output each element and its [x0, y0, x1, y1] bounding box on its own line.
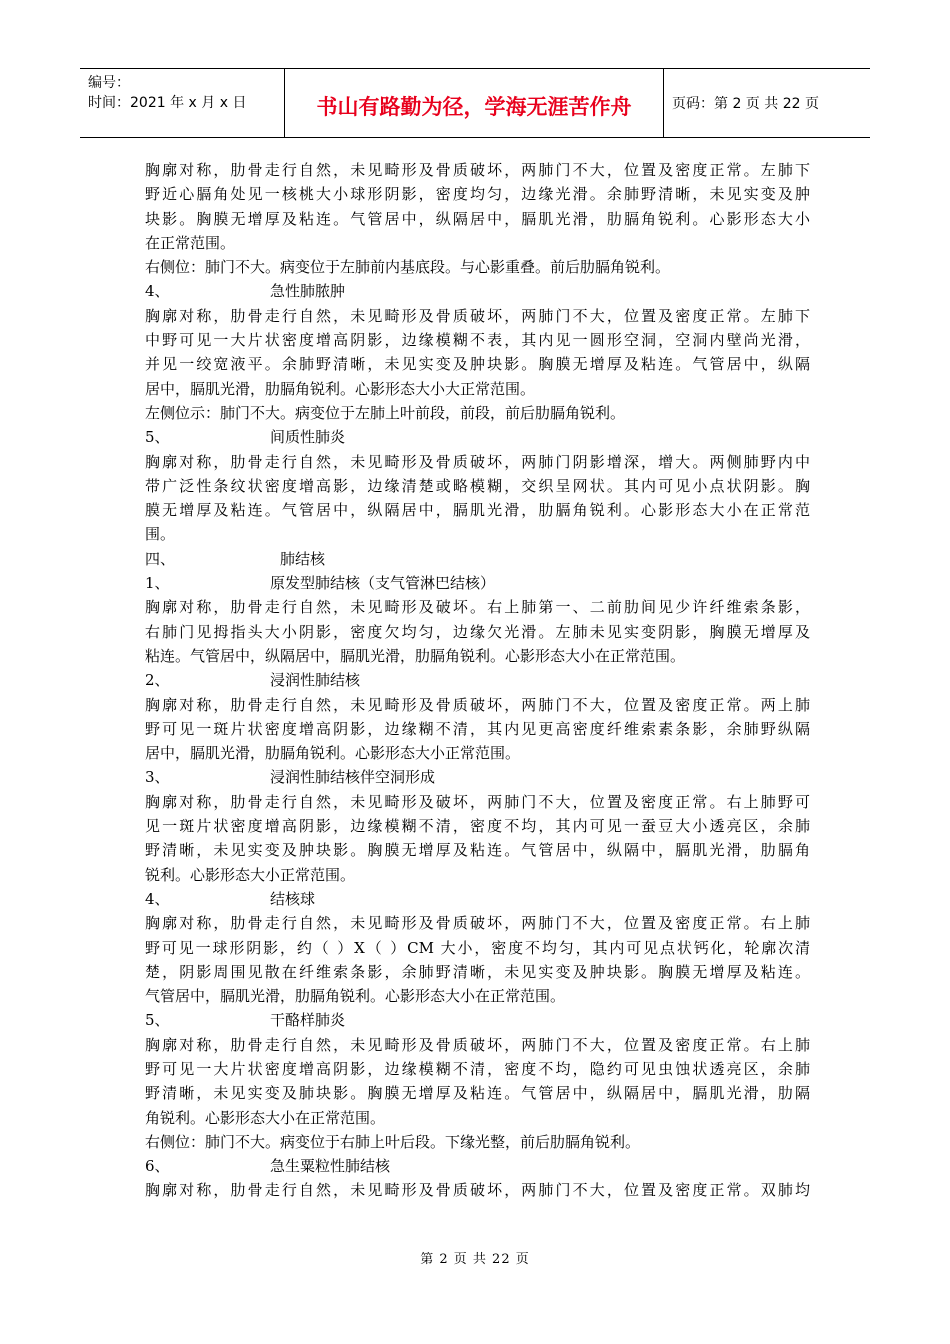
heading-title: 干酪样肺炎	[270, 1011, 346, 1030]
document-number-label: 编号：	[88, 75, 130, 91]
heading-title: 急性肺脓肿	[270, 282, 346, 301]
heading-number: 3、	[145, 768, 170, 787]
page-footer: 第 2 页 共 22 页	[420, 1252, 530, 1267]
document-body	[145, 158, 810, 1203]
chapter-heading	[145, 547, 810, 571]
paragraph-line: 在正常范围。	[145, 233, 236, 252]
heading-number: 5、	[145, 428, 170, 447]
paragraph-line: 胸廓对称，肋骨走行自然，未见畸形及骨质破坏，两肺门不大，位置及密度正常。右上肺	[145, 914, 810, 933]
paragraph-line: 胸廓对称，肋骨走行自然，未见畸形及破坏。右上肺第一、二前肋间见少许纤维索条影，	[145, 598, 810, 617]
heading-title: 结核球	[270, 889, 316, 908]
header-motto-cell	[285, 69, 664, 137]
paragraph-line: 居中，膈肌光滑，肋膈角锐利。心影形态大小正常范围。	[145, 744, 521, 763]
heading-number: 4、	[145, 889, 170, 908]
header-info-cell	[80, 69, 285, 137]
paragraph-line: 居中，膈肌光滑，肋膈角锐利。心影形态大小大正常范围。	[145, 379, 536, 398]
heading-title: 间质性肺炎	[270, 428, 346, 447]
section-heading	[145, 425, 810, 449]
paragraph-line: 中野可见一大片状密度增高阴影，边缘模糊不表，其内见一圆形空洞，空洞内壁尚光滑，	[145, 331, 810, 350]
paragraph-line: 胸廓对称，肋骨走行自然，未见畸形及骨质破坏，两肺门不大，位置及密度正常。右上肺	[145, 1035, 810, 1054]
heading-number: 1、	[145, 574, 170, 593]
section-heading	[145, 279, 810, 303]
paragraph-line: 围。	[145, 525, 176, 544]
heading-number: 四、	[145, 549, 176, 568]
paragraph-line: 右侧位：肺门不大。病变位于左肺前内基底段。与心影重叠。前后肋膈角锐利。	[145, 258, 671, 277]
paragraph-line: 野清晰，未见实变及肿块影。胸膜无增厚及粘连。气管居中，纵隔中，膈肌光滑，肋膈角	[145, 841, 810, 860]
paragraph-line: 野可见一斑片状密度增高阴影，边缘糊不清，其内见更高密度纤维索素条影，余肺野纵隔	[145, 719, 810, 738]
paragraph-line: 野清晰，未见实变及肺块影。胸膜无增厚及粘连。气管居中，纵隔居中，膈肌光滑，肋隔	[145, 1084, 810, 1103]
paragraph-line: 左侧位示：肺门不大。病变位于左肺上叶前段，前段，前后肋膈角锐利。	[145, 403, 626, 422]
section-heading	[145, 887, 810, 911]
heading-title: 原发型肺结核（支气管淋巴结核）	[270, 574, 496, 593]
section-heading	[145, 1154, 810, 1178]
heading-title: 浸润性肺结核	[270, 671, 361, 690]
paragraph-line: 胸廓对称，肋骨走行自然，未见畸形及骨质破坏，两肺门不大，位置及密度正常。左肺下	[145, 161, 810, 179]
paragraph-line: 见一斑片状密度增高阴影，边缘模糊不清，密度不均，其内可见一蚕豆大小透亮区，余肺	[145, 817, 810, 836]
paragraph-line: 带广泛性条纹状密度增高影，边缘清楚或略模糊，交织呈网状。其内可见小点状阴影。胸	[145, 476, 810, 495]
paragraph-line: 右侧位：肺门不大。病变位于右肺上叶后段。下缘光整，前后肋膈角锐利。	[145, 1132, 641, 1151]
section-heading	[145, 1008, 810, 1032]
section-heading	[145, 668, 810, 692]
paragraph-line: 野可见一球形阴影，约（ ）X（ ）CM 大小，密度不均匀，其内可见点状钙化，轮廓次清	[145, 938, 810, 957]
heading-number: 4、	[145, 282, 170, 301]
paragraph-line: 楚，阴影周围见散在纤维索条影，余肺野清晰，未见实变及肿块影。胸膜无增厚及粘连。	[145, 962, 810, 981]
heading-number: 6、	[145, 1157, 170, 1176]
paragraph-line: 并见一绞宽液平。余肺野清晰，未见实变及肿块影。胸膜无增厚及粘连。气管居中，纵隔	[145, 355, 810, 374]
paragraph-line: 角锐利。心影形态大小在正常范围。	[145, 1108, 386, 1127]
section-heading	[145, 765, 810, 789]
paragraph-line: 粘连。气管居中，纵隔居中，膈肌光滑，肋膈角锐利。心影形态大小在正常范围。	[145, 646, 686, 665]
heading-title: 浸润性肺结核伴空洞形成	[270, 768, 436, 787]
header-page-label: 页码：第 2 页 共 22 页	[672, 96, 819, 112]
paragraph-line: 野可见一大片状密度增高阴影，边缘模糊不清，密度不均，隐约可见虫蚀状透亮区，余肺	[145, 1059, 810, 1078]
paragraph-line: 气管居中，膈肌光滑，肋膈角锐利。心影形态大小在正常范围。	[145, 987, 566, 1006]
heading-title: 急生粟粒性肺结核	[270, 1157, 391, 1176]
heading-number: 5、	[145, 1011, 170, 1030]
paragraph-line: 胸廓对称，肋骨走行自然，未见畸形及骨质破坏，两肺门阴影增深，增大。两侧肺野内中	[145, 452, 810, 471]
paragraph-line: 野近心膈角处见一核桃大小球形阴影，密度均匀，边缘光滑。余肺野清晰，未见实变及肿	[145, 185, 810, 204]
paragraph-line: 右肺门见拇指头大小阴影，密度欠均匀，边缘欠光滑。左肺未见实变阴影，胸膜无增厚及	[145, 622, 810, 641]
paragraph-line: 锐利。心影形态大小正常范围。	[145, 865, 356, 884]
paragraph-line: 膜无增厚及粘连。气管居中，纵隔居中，膈肌光滑，肋膈角锐利。心影形态大小在正常范	[145, 501, 810, 520]
header-page-cell	[664, 69, 870, 137]
paragraph-line: 块影。胸膜无增厚及粘连。气管居中，纵隔居中，膈肌光滑，肋膈角锐利。心影形态大小	[145, 209, 810, 228]
heading-title: 肺结核	[280, 549, 326, 568]
document-time-label: 时间：2021 年 x 月 x 日	[88, 95, 247, 111]
page-header	[80, 68, 870, 138]
paragraph-line: 胸廓对称，肋骨走行自然，未见畸形及骨质破坏，两肺门不大，位置及密度正常。两上肺	[145, 695, 810, 714]
header-motto: 书山有路勤为径，学海无涯苦作舟	[316, 95, 632, 119]
paragraph-line: 胸廓对称，肋骨走行自然，未见畸形及骨质破坏，两肺门不大，位置及密度正常。左肺下	[145, 306, 810, 325]
section-heading	[145, 571, 810, 595]
heading-number: 2、	[145, 671, 170, 690]
paragraph-line: 胸廓对称，肋骨走行自然，未见畸形及骨质破坏，两肺门不大，位置及密度正常。双肺均	[145, 1181, 810, 1200]
paragraph-line: 胸廓对称，肋骨走行自然，未见畸形及破坏，两肺门不大，位置及密度正常。右上肺野可	[145, 792, 810, 811]
